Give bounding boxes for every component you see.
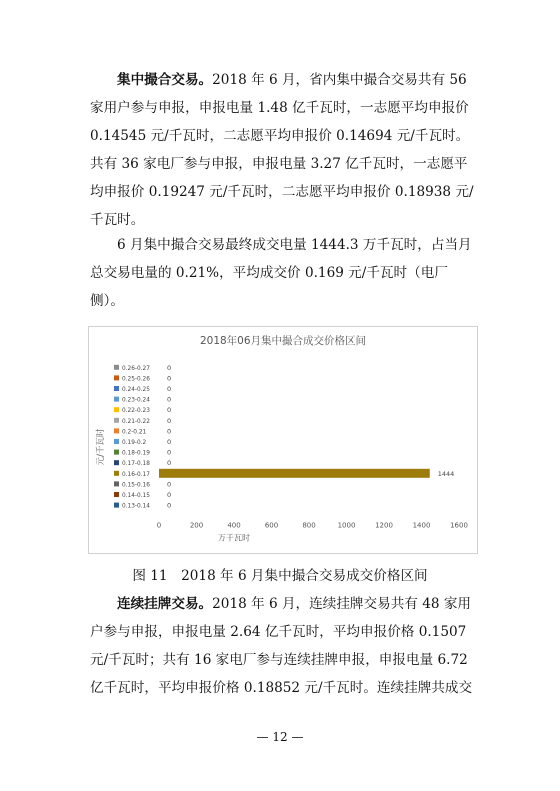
x-axis-label: 万千瓦时	[218, 533, 250, 543]
legend-label: 0.22-0.23	[122, 408, 150, 415]
legend-label: 0.24-0.25	[122, 387, 150, 393]
x-tick-label: 1400	[412, 521, 431, 530]
legend-label: 0.18-0.19	[122, 450, 150, 457]
page-number: — 12 —	[256, 730, 304, 744]
legend-label: 0.2-0.21	[122, 429, 147, 436]
data-label: 0	[167, 480, 172, 489]
paragraph-lead: 集中撮合交易。	[117, 72, 213, 88]
paragraph-lead: 连续挂牌交易。	[117, 596, 213, 612]
x-tick-label: 1000	[337, 521, 356, 530]
paragraph-text: 2018 年 6 月，省内集中撮合交易共有 56 家用户参与申报，申报电量 1.48 亿千瓦时，一志愿平均申报价 0.14545 元/千瓦时，二志愿平均申报价 0.14694 元/千瓦时。共有 36 家电厂参与申报，申报电量 3.27 亿千瓦时，一志愿平均申报价 0.19247 元/千瓦时，二志愿平均申报价 0.18938 元/千瓦时。	[90, 72, 474, 228]
legend-label: 0.14-0.15	[122, 493, 150, 499]
legend-swatch	[114, 450, 119, 455]
data-label: 0	[167, 374, 172, 383]
x-tick-label: 0	[156, 521, 162, 530]
legend-label: 0.16-0.17	[122, 471, 150, 478]
data-label: 0	[167, 363, 172, 372]
chart-canvas	[89, 327, 477, 553]
x-tick-label: 800	[302, 521, 316, 530]
legend-label: 0.17-0.18	[122, 461, 150, 468]
legend-swatch	[114, 418, 119, 423]
x-tick-label: 400	[227, 521, 241, 530]
legend-swatch	[114, 386, 119, 391]
x-tick-label: 600	[264, 521, 279, 530]
legend-swatch	[114, 375, 119, 380]
data-label: 0	[167, 448, 172, 457]
chart-title: 2018年06月集中撮合成交价格区间	[199, 335, 367, 347]
legend-swatch	[114, 492, 119, 497]
data-label: 0	[167, 416, 172, 425]
data-label: 1444	[437, 469, 455, 478]
legend-swatch	[114, 471, 119, 476]
legend-swatch	[114, 439, 119, 444]
data-label: 0	[167, 427, 172, 436]
legend-swatch	[114, 460, 119, 465]
data-label: 0	[167, 406, 172, 415]
data-label: 0	[167, 438, 172, 446]
legend-label: 0.19-0.2	[122, 440, 147, 446]
data-label: 0	[167, 395, 172, 404]
data-label: 0	[167, 491, 172, 499]
legend-swatch	[114, 503, 119, 508]
legend-swatch	[114, 407, 119, 412]
legend-label: 0.26-0.27	[122, 365, 150, 372]
x-tick-label: 200	[189, 521, 204, 530]
x-tick-label: 1200	[375, 521, 393, 530]
y-axis-label: 元/千瓦时	[96, 428, 106, 466]
legend-label: 0.15-0.16	[122, 482, 150, 489]
legend-swatch	[114, 428, 119, 433]
legend-label: 0.25-0.26	[122, 376, 150, 383]
data-label: 0	[167, 501, 172, 510]
paragraph-text: 2018 年 6 月，连续挂牌交易共有 48 家用户参与申报，申报电量 2.64 亿千瓦时，平均申报价格 0.1507 元/千瓦时；共有 16 家电厂参与连续挂牌申报，申报电量 6.72 亿千瓦时，平均申报价格 0.18852 元/千瓦时。连续挂牌共成交	[90, 596, 473, 696]
paragraph-centralized-matching	[90, 66, 478, 234]
legend-label: 0.21-0.22	[122, 418, 150, 425]
legend-swatch	[114, 365, 119, 370]
figure-caption: 图 11 2018 年 6 月集中撮合交易成交价格区间	[132, 568, 428, 584]
x-tick-label: 1600	[450, 521, 468, 530]
legend-label: 0.23-0.24	[122, 397, 150, 404]
data-label: 0	[167, 385, 172, 393]
legend-swatch	[114, 481, 119, 486]
legend-label: 0.13-0.14	[122, 503, 150, 510]
data-label: 0	[167, 459, 172, 468]
paragraph-final-volume	[90, 231, 478, 315]
paragraph-text: 6 月集中撮合交易最终成交电量 1444.3 万千瓦时，占当月总交易电量的 0.21%，平均成交价 0.169 元/千瓦时（电厂侧）。	[90, 237, 472, 309]
legend-swatch	[114, 397, 119, 402]
bar	[159, 469, 430, 478]
price-range-chart	[88, 326, 478, 554]
paragraph-continuous-listing	[90, 590, 478, 702]
